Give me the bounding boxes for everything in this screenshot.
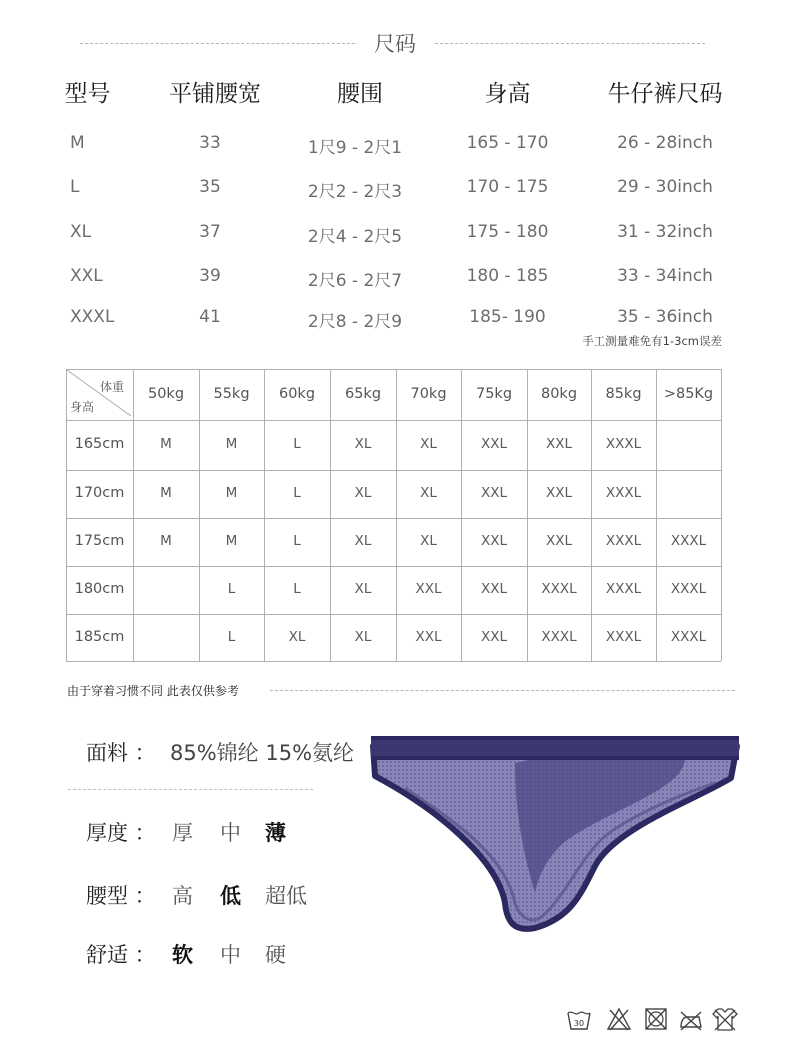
size-table-cell: 175 - 180	[466, 222, 549, 242]
wash-30-icon	[566, 1006, 592, 1032]
weight-header: 80kg	[540, 386, 578, 402]
size-table-cell: 1尺9 - 2尺1	[307, 138, 403, 158]
attribute-option: 硬	[265, 943, 286, 967]
size-recommendation: XL	[420, 436, 437, 452]
grid-col-line	[721, 369, 722, 661]
size-recommendation: L	[293, 436, 301, 452]
size-table-cell: 165 - 170	[466, 133, 549, 153]
size-table-cell: 2尺8 - 2尺9	[307, 312, 403, 332]
weight-header: 60kg	[278, 386, 316, 402]
grid-row-line	[66, 420, 721, 421]
grid-row-line	[66, 661, 721, 662]
size-table-cell: 2尺4 - 2尺5	[307, 227, 403, 247]
size-recommendation: XXXL	[605, 485, 642, 501]
briefs-product-image	[365, 728, 745, 938]
size-recommendation: XXL	[545, 533, 573, 549]
size-recommendation: XXXL	[541, 629, 577, 645]
size-table-cell: 41	[199, 307, 221, 327]
size-recommendation: XXXL	[670, 629, 707, 645]
height-header: 165cm	[74, 436, 125, 452]
corner-height-label: 身高	[70, 400, 95, 414]
size-table-cell: 2尺6 - 2尺7	[307, 271, 403, 291]
fabric-divider	[68, 789, 313, 790]
no-tumble-dry-icon	[643, 1006, 669, 1032]
size-recommendation: XXL	[480, 533, 508, 549]
size-recommendation: XXL	[415, 629, 442, 645]
size-table-cell: 35	[199, 177, 221, 197]
size-table-cell: 35 - 36inch	[617, 307, 713, 327]
weight-header: 55kg	[213, 386, 250, 402]
weight-header: >85Kg	[663, 386, 714, 402]
size-recommendation: XXXL	[605, 533, 642, 549]
size-table-cell: 185- 190	[469, 307, 546, 327]
size-recommendation: XXL	[545, 436, 573, 452]
size-table-cell: 39	[199, 266, 221, 286]
size-recommendation: L	[293, 485, 301, 501]
attribute-option: 中	[220, 943, 241, 967]
size-table-header: 腰围	[337, 81, 383, 107]
size-recommendation: XXL	[480, 629, 508, 645]
size-recommendation: M	[160, 485, 172, 501]
grid-col-line	[461, 369, 462, 661]
size-table-cell: 26 - 28inch	[617, 133, 713, 153]
size-recommendation: XL	[354, 485, 372, 501]
size-table-cell: 180 - 185	[466, 266, 549, 286]
attribute-option: 超低	[265, 884, 307, 908]
weight-header: 85kg	[605, 386, 642, 402]
size-recommendation: XL	[420, 533, 437, 549]
wash-temp-label: 30	[573, 1019, 585, 1028]
grid-frame	[66, 369, 722, 661]
size-recommendation: XXXL	[605, 436, 642, 452]
corner-weight-label: 体重	[100, 380, 125, 394]
size-table-cell: XXXL	[70, 307, 115, 327]
weight-header: 70kg	[410, 386, 447, 402]
size-recommendation: M	[225, 436, 238, 452]
size-recommendation: XXXL	[605, 629, 642, 645]
size-recommendation: XXXL	[541, 581, 577, 597]
size-recommendation: XXL	[415, 581, 442, 597]
size-recommendation: L	[227, 629, 236, 645]
size-table-cell: 37	[199, 222, 221, 242]
grid-col-line	[656, 369, 657, 661]
attribute-option: 中	[220, 821, 241, 845]
size-recommendation: M	[225, 533, 238, 549]
size-table-header: 平铺腰宽	[169, 81, 261, 107]
measurement-note: 手工测量难免有1-3cm误差	[582, 334, 722, 348]
grid-row-line	[66, 566, 721, 567]
attribute-label: 腰型 ：	[86, 884, 156, 908]
size-recommendation: XXL	[480, 436, 508, 452]
attribute-option: 厚	[172, 821, 193, 845]
attribute-option: 高	[172, 884, 193, 908]
attribute-option: 低	[220, 884, 241, 908]
height-header: 180cm	[74, 581, 125, 597]
grid-col-line	[330, 369, 331, 661]
attribute-option: 软	[172, 943, 193, 967]
size-table-cell: 31 - 32inch	[617, 222, 713, 242]
weight-header: 75kg	[475, 386, 513, 402]
size-recommendation: XXXL	[605, 581, 642, 597]
size-table-cell: 2尺2 - 2尺3	[307, 182, 403, 202]
size-recommendation: XL	[420, 485, 437, 501]
size-recommendation: XXL	[480, 581, 508, 597]
size-recommendation: XL	[354, 436, 372, 452]
size-recommendation: M	[160, 436, 172, 452]
size-recommendation: L	[293, 581, 301, 597]
weight-header: 50kg	[147, 386, 185, 402]
size-table-cell: XXL	[70, 266, 103, 286]
size-table-cell: M	[70, 133, 85, 153]
size-table-header: 型号	[64, 81, 111, 107]
low-iron-icon	[678, 1006, 704, 1032]
height-header: 170cm	[74, 485, 125, 501]
size-recommendation: L	[293, 533, 301, 549]
size-table-cell: XL	[70, 222, 92, 242]
size-recommendation: XL	[354, 533, 372, 549]
fabric-label: 面料 ：	[86, 741, 156, 765]
attribute-label: 厚度 ：	[86, 821, 156, 845]
size-recommendation: XXL	[545, 485, 573, 501]
grid-col-line	[264, 369, 265, 661]
page-title: 尺码	[374, 32, 416, 56]
size-recommendation: L	[227, 581, 236, 597]
size-recommendation: XXXL	[670, 581, 707, 597]
size-recommendation: M	[160, 533, 172, 549]
grid-row-line	[66, 518, 721, 519]
grid-col-line	[133, 369, 134, 661]
height-header: 185cm	[74, 629, 125, 645]
grid-row-line	[66, 470, 721, 471]
attribute-label: 舒适 ：	[86, 943, 156, 967]
size-table-header: 身高	[484, 81, 531, 107]
size-table-cell: 170 - 175	[466, 177, 549, 197]
weight-header: 65kg	[344, 386, 382, 402]
no-dry-clean-icon	[712, 1006, 738, 1032]
grid-col-line	[591, 369, 592, 661]
size-table-cell: 33 - 34inch	[617, 266, 713, 286]
size-recommendation: M	[225, 485, 238, 501]
size-recommendation: XL	[354, 581, 372, 597]
size-table-header: 牛仔裤尺码	[607, 81, 723, 107]
size-recommendation: XXXL	[670, 533, 707, 549]
size-table-cell: L	[70, 177, 80, 197]
reference-note: 由于穿着习惯不同 此表仅供参考	[67, 684, 239, 698]
size-table-cell: 33	[199, 133, 221, 153]
height-header: 175cm	[74, 533, 125, 549]
grid-col-line	[199, 369, 200, 661]
size-recommendation: XL	[354, 629, 372, 645]
grid-row-line	[66, 614, 721, 615]
no-bleach-icon	[606, 1006, 632, 1032]
fabric-value: 85%锦纶 15%氨纶	[170, 741, 355, 765]
grid-col-line	[396, 369, 397, 661]
grid-col-line	[527, 369, 528, 661]
size-table-cell: 29 - 30inch	[617, 177, 713, 197]
size-recommendation: XXL	[480, 485, 508, 501]
attribute-option: 薄	[265, 821, 286, 845]
reference-note-divider	[270, 690, 735, 691]
size-recommendation: XL	[288, 629, 306, 645]
